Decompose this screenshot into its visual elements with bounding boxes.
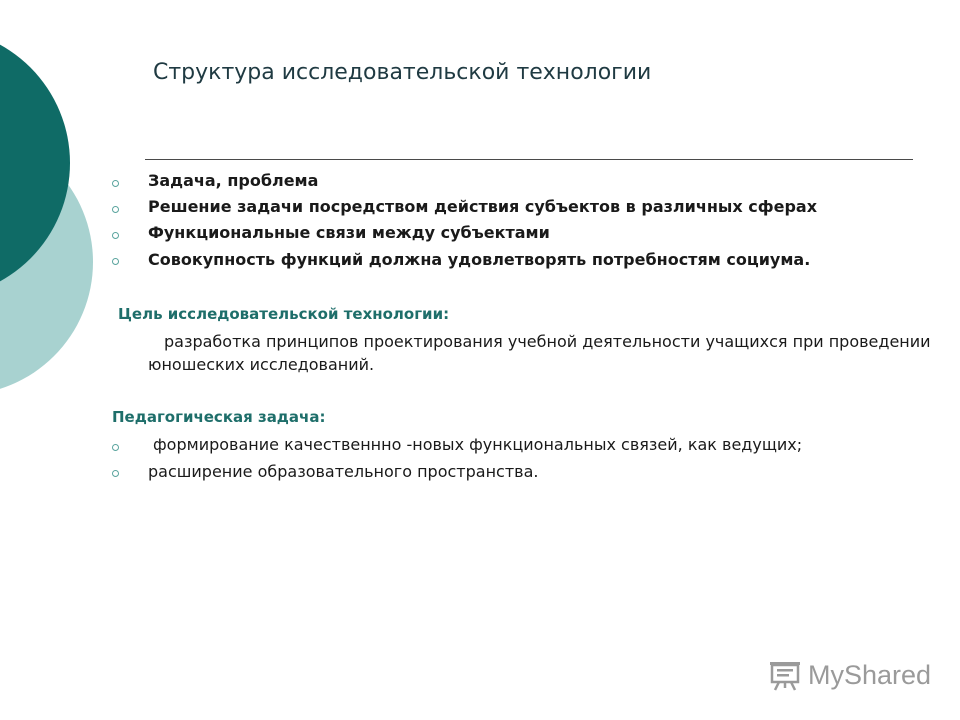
bullet-icon	[112, 444, 119, 451]
task-item-formation-text: формирование качественнно -новых функциональных связей, как ведущих;	[153, 435, 803, 454]
goal-heading: Цель исследовательской технологии:	[118, 305, 450, 323]
bullet-item-links: Функциональные связи между субъектами	[148, 223, 550, 242]
bullet-icon	[112, 258, 119, 265]
myshared-logo-text: MyShared	[808, 659, 932, 690]
presentation-board-icon	[768, 658, 802, 692]
decorative-circles	[0, 0, 130, 420]
bullet-item-task: Задача, проблема	[148, 171, 319, 190]
bullet-icon	[112, 206, 119, 213]
task-heading: Педагогическая задача:	[112, 408, 326, 426]
goal-text	[148, 330, 938, 376]
dark-teal-circle	[0, 28, 70, 298]
bullet-item-solution: Решение задачи посредством действия субъектов в различных сферах	[148, 197, 818, 216]
bullet-icon	[112, 470, 119, 477]
task-item-formation	[148, 432, 802, 458]
slide-title: Структура исследовательской технологии	[153, 60, 652, 85]
bullet-icon	[112, 232, 119, 239]
bullet-icon	[112, 180, 119, 187]
bullet-item-functions: Совокупность функций должна удовлетворять потребностям социума.	[148, 250, 811, 269]
task-item-expansion: расширение образовательного пространства.	[148, 462, 539, 481]
light-teal-circle	[0, 129, 93, 395]
title-divider	[145, 159, 913, 160]
goal-text-content: разработка принципов проектирования учебной деятельности учащихся при проведении юношеских исследований.	[148, 332, 931, 374]
myshared-logo	[768, 657, 931, 693]
